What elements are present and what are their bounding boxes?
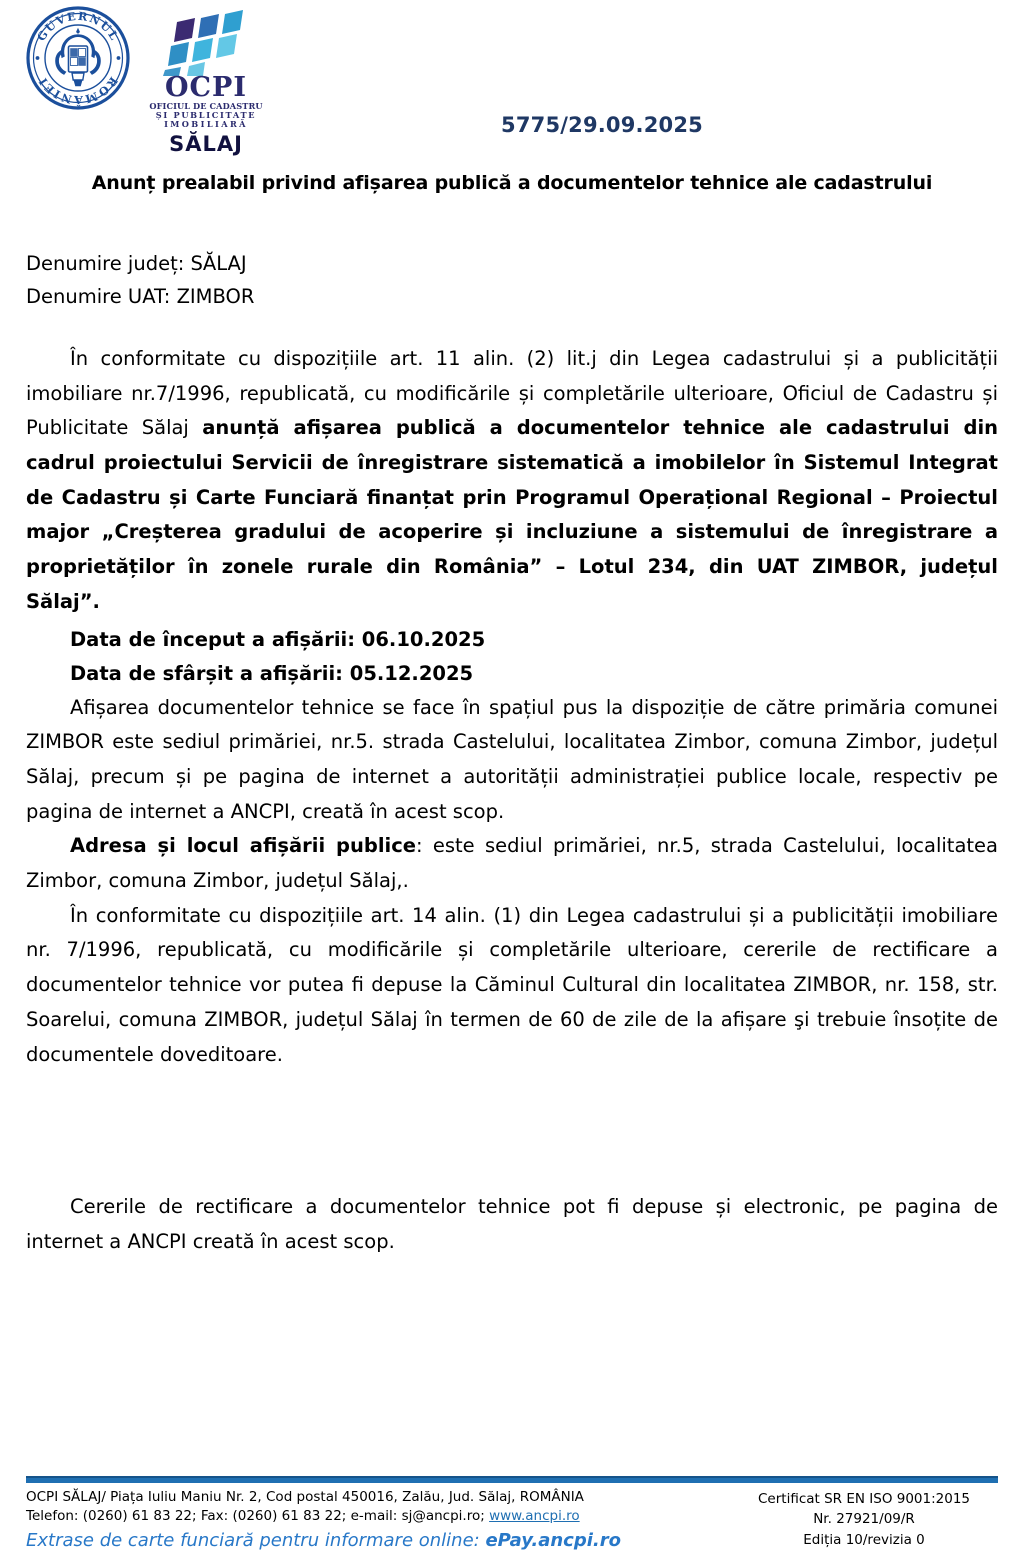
footer-epay-link[interactable]: ePay.ancpi.ro	[485, 1530, 621, 1552]
ocpi-mark-icon	[151, 10, 261, 76]
display-end-date: Data de sfârșit a afișării: 05.12.2025	[70, 662, 474, 686]
document-number: 5775/29.09.2025	[501, 113, 703, 137]
paragraph-display-location: Afișarea documentelor tehnice se face în spațiul pus la dispoziție de către primăria comunei ZIMBOR este sediul primăriei, nr.5. strada Castelului, localitatea Zimbor, comuna Zimbor, județul Sălaj, precum și pe pagina de internet a autorității administrației publice locale, respectiv pe pagina de internet a ANCPI, creată în acest scop.	[26, 695, 998, 823]
document-header	[26, 0, 998, 156]
certificate-standard: Certificat SR EN ISO 9001:2015	[758, 1491, 970, 1508]
footer-epay-text: Extrase de carte funciară pentru informare online:	[26, 1530, 486, 1552]
paragraph-address	[26, 829, 998, 898]
guvernul-romaniei-seal-icon	[26, 6, 130, 110]
footer-certificate-block	[730, 1488, 998, 1550]
paragraph-rectification: În conformitate cu dispozițiile art. 14 alin. (1) din Legea cadastrului și a publicității imobiliare nr. 7/1996, republicată, cu modificările și completările ulterioare, cererile de rectificare a documentelor tehnice vor putea fi depuse la Căminul Cultural din localitatea ZIMBOR, nr. 158, str. Soarelui, comuna ZIMBOR, județul Sălaj în termen de 60 de zile de la afișare şi trebuie însoțite de documentele doveditoare.	[26, 903, 998, 1066]
document-footer	[26, 1476, 998, 1554]
display-start-date: Data de început a afișării: 06.10.2025	[70, 628, 486, 652]
footer-divider	[26, 1476, 998, 1483]
paragraph-legal-basis-normal: În conformitate cu dispozițiile art. 11 alin. (2) lit.j din Legea cadastrului și a publicității imobiliare nr.7/1996, republicată, cu modificările și completările ulterioare, Oficiul de Cadastru și Publicitate Sălaj	[26, 346, 998, 440]
paragraph-address-value: : este sediul primăriei, nr.5, strada Castelului, localitatea Zimbor, comuna Zimbor, județul Sălaj,.	[26, 834, 998, 893]
certificate-edition: Ediția 10/revizia 0	[803, 1531, 925, 1548]
svg-text:GUVERNUL: GUVERNUL	[33, 8, 123, 44]
page-title: Anunț prealabil privind afișarea publică a documentelor tehnice ale cadastrului	[91, 172, 933, 194]
ocpi-subtitle-line-3: IMOBILIARĂ	[164, 118, 248, 129]
footer-contact-block	[26, 1488, 730, 1554]
ocpi-county-name: SĂLAJ	[169, 131, 243, 156]
footer-columns	[26, 1488, 998, 1554]
paragraph-address-label: Adresa și locul afișării publice	[70, 834, 416, 858]
ocpi-subtitle-line-2: ȘI PUBLICITATE	[155, 109, 257, 120]
display-dates	[26, 623, 998, 690]
footer-contact-text: Telefon: (0260) 61 83 22; Fax: (0260) 61 83 22; e-mail: sj@ancpi.ro;	[26, 1508, 490, 1525]
county-line: Denumire județ: SĂLAJ	[26, 251, 247, 275]
ocpi-wordmark: OCPI	[165, 72, 247, 103]
uat-line: Denumire UAT: ZIMBOR	[26, 285, 255, 309]
svg-text:ROMÂNIEI: ROMÂNIEI	[35, 74, 121, 108]
ocpi-subtitle-line-1: OFICIUL DE CADASTRU	[149, 101, 263, 111]
document-meta	[26, 247, 998, 314]
certificate-number: Nr. 27921/09/R	[813, 1511, 915, 1528]
vertical-spacer	[26, 1072, 998, 1190]
paragraph-legal-basis-bold: anunță afișarea publică a documentelor tehnice ale cadastrului din cadrul proiectului Servicii de înregistrare sistematică a imobilelor în Sistemul Integrat de Cadastru și Carte Funciară finanțat prin Programul Operațional Regional – Proiectul major „Creșterea gradului de acoperire și incluziune a sistemului de înregistrare a proprietăților în zonele rurale din România” – Lotul 234, din UAT ZIMBOR, județul Sălaj”.	[26, 416, 999, 613]
paragraph-legal-basis	[26, 342, 998, 620]
footer-contact	[26, 1507, 730, 1526]
footer-website-link[interactable]: www.ancpi.ro	[489, 1508, 580, 1525]
paragraph-electronic-submission: Cererile de rectificare a documentelor tehnice pot fi depuse și electronic, pe pagina de internet a ANCPI creată în acest scop.	[26, 1195, 998, 1253]
footer-epay-line	[26, 1528, 730, 1554]
footer-address: OCPI SĂLAJ/ Piața Iuliu Maniu Nr. 2, Cod postal 450016, Zalău, Jud. Sălaj, ROMÂNIA	[26, 1489, 584, 1506]
